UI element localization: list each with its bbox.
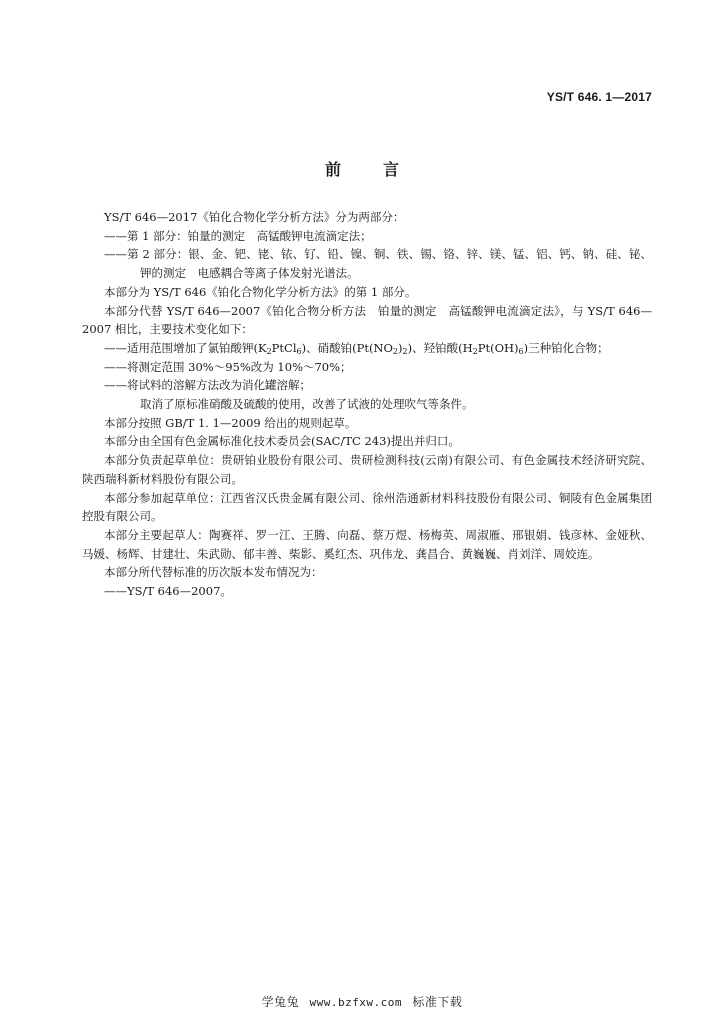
footer-label: 标准下载: [412, 995, 463, 1009]
standard-code: YS/T 646. 1—2017: [546, 90, 652, 104]
page-title: 前言: [324, 160, 441, 179]
paragraph-proposer: 本部分由全国有色金属标准化技术委员会(SAC/TC 243)提出并归口。: [104, 434, 460, 449]
list-item-continuation: 取消了原标准硝酸及硫酸的使用，改善了试液的处理吹气等条件。: [140, 397, 474, 412]
footer-site-name: 学兔兔: [261, 995, 300, 1009]
subscript: 2: [266, 346, 272, 356]
footer-watermark: [0, 993, 724, 1010]
subscript: 6: [296, 346, 302, 356]
list-item-range-change: ——将测定范围 30%～95%改为 10%～70%；: [104, 359, 352, 374]
text-run: ——适用范围增加了氯铂酸钾(K: [104, 340, 267, 355]
subscript: 2: [472, 346, 478, 356]
text-run: ): [398, 340, 403, 355]
paragraph-responsible-units: 本部分负责起草单位：贵研铂业股份有限公司、贵研检测科技(云南)有限公司、有色金属技术经济研究院、陕西瑞科新材料股份有限公司。: [82, 453, 652, 486]
document-body: [82, 208, 652, 601]
text-run: )、硝酸铂(Pt(NO: [301, 340, 393, 355]
paragraph-drafters: 本部分主要起草人：陶赛祥、罗一江、王腾、向磊、蔡万煜、杨梅英、周淑雁、邢银娟、钱彦林、金娅秋、马媛、杨辉、甘建壮、朱武勋、郁丰善、柴影、奚红杰、巩伟龙、龚昌合、黄巍巍、肖刘洋、周姣连。: [82, 527, 652, 561]
paragraph-participating-units: 本部分参加起草单位：江西省汉氏贵金属有限公司、徐州浩通新材料科技股份有限公司、铜陵有色金属集团控股有限公司。: [82, 490, 652, 524]
subscript: 2: [392, 346, 399, 356]
list-item-history: ——YS/T 646—2007。: [104, 584, 232, 599]
paragraph-part-note: 本部分为 YS/T 646《铂化合物化学分析方法》的第 1 部分。: [104, 284, 417, 299]
list-item-part2: ——第 2 部分：银、金、钯、铑、铱、钌、铅、镍、铜、铁、锡、铬、锌、镁、锰、铝、钙、钠、硅、铋、钾的测定 电感耦合等离子体发射光谱法。: [104, 247, 652, 281]
text-run: Pt(OH): [477, 340, 519, 355]
text-run: PtCl: [271, 340, 297, 355]
subscript: 2: [402, 346, 408, 356]
footer-url[interactable]: www.bzfxw.com: [309, 996, 403, 1009]
text-run: )、羟铂酸(H: [407, 340, 473, 355]
list-item-dissolution-change: ——将试料的溶解方法改为消化罐溶解；: [104, 378, 311, 393]
list-item-scope-change: [82, 339, 652, 358]
list-item-part1: ——第 1 部分：铂量的测定 高锰酸钾电流滴定法；: [104, 228, 372, 243]
paragraph-replaces: 本部分代替 YS/T 646—2007《铂化合物分析方法 铂量的测定 高锰酸钾电流滴定法》，与 YS/T 646—2007 相比，主要技术变化如下：: [82, 303, 652, 337]
paragraph-intro: YS/T 646—2017《铂化合物化学分析方法》分为两部分：: [104, 210, 405, 224]
paragraph-drafting-rules: 本部分按照 GB/T 1. 1—2009 给出的规则起草。: [104, 415, 357, 430]
subscript: 6: [518, 346, 524, 356]
paragraph-history-intro: 本部分所代替标准的历次版本发布情况为：: [104, 565, 323, 580]
text-run: )三种铂化合物；: [523, 340, 609, 355]
